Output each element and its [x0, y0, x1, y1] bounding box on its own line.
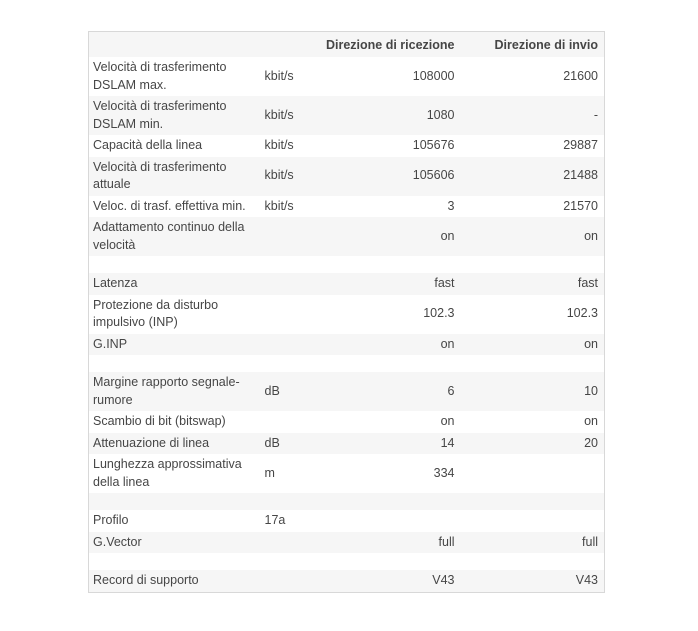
- row-value-send: 21600: [563, 68, 598, 83]
- row-unit: kbit/s: [264, 168, 294, 183]
- column-header-label: [89, 32, 265, 58]
- row-label: G.Vector: [93, 534, 142, 549]
- row-label: Margine rapporto segnale-rumore: [93, 375, 240, 407]
- table-row: [89, 510, 605, 532]
- row-unit: m: [264, 465, 275, 480]
- row-value-receive: V43: [432, 573, 455, 587]
- table-row: [89, 217, 605, 256]
- row-value-send: V43: [575, 573, 598, 587]
- table-row: [89, 57, 605, 96]
- row-label: Protezione da disturbo impulsivo (INP): [93, 297, 219, 329]
- row-label: Adattamento continuo della velocità: [93, 220, 245, 252]
- row-label: Profilo: [93, 513, 129, 527]
- row-unit: [265, 334, 317, 356]
- column-header-send-direction: Direzione di invio: [494, 38, 598, 52]
- table-row: [89, 570, 605, 592]
- row-value-send: on: [584, 414, 598, 428]
- table-header-row: [89, 32, 605, 58]
- table-row: [89, 334, 605, 356]
- row-label: Capacità della linea: [93, 138, 203, 152]
- row-value-send: 21570: [563, 198, 598, 213]
- row-value-receive: [317, 510, 461, 532]
- row-label: Lunghezza approssimativa della linea: [93, 457, 242, 489]
- table-row: [89, 196, 605, 218]
- row-value-send: full: [582, 534, 598, 549]
- row-value-send: 10: [584, 383, 598, 398]
- spacer-cell: [89, 355, 605, 372]
- row-unit: [265, 217, 317, 256]
- row-value-send: on: [584, 228, 598, 243]
- table-row: [89, 157, 605, 196]
- row-unit: dB: [264, 383, 280, 398]
- row-value-receive: on: [440, 228, 455, 243]
- row-unit: kbit/s: [264, 198, 294, 213]
- row-value-send: -: [593, 107, 598, 122]
- row-value-receive: 102.3: [423, 306, 455, 321]
- row-value-send: 29887: [563, 138, 598, 152]
- column-header-receive-direction: Direzione di ricezione: [325, 38, 455, 52]
- spacer-row: [89, 256, 605, 273]
- row-unit: [265, 295, 317, 334]
- row-value-receive: on: [440, 336, 455, 351]
- table-row: [89, 96, 605, 135]
- spacer-cell: [89, 553, 605, 570]
- row-value-receive: 108000: [412, 68, 455, 83]
- row-value-receive: full: [438, 534, 455, 549]
- row-label: Scambio di bit (bitswap): [93, 414, 226, 428]
- row-unit: [265, 570, 317, 592]
- spacer-cell: [89, 256, 605, 273]
- row-unit: 17a: [264, 513, 286, 527]
- row-value-send: [461, 454, 605, 493]
- column-header-unit: [265, 32, 317, 58]
- row-value-receive: 105606: [412, 168, 455, 183]
- table-row: [89, 532, 605, 554]
- dsl-info-panel: [88, 31, 698, 593]
- row-value-receive: 6: [447, 383, 455, 398]
- table-row: [89, 372, 605, 411]
- row-value-receive: 105676: [412, 138, 455, 152]
- row-label: Latenza: [93, 276, 138, 290]
- row-value-send: [461, 510, 605, 532]
- table-row: [89, 433, 605, 455]
- row-value-receive: 14: [440, 435, 455, 450]
- row-value-send: fast: [577, 276, 598, 290]
- row-value-receive: 3: [447, 198, 455, 213]
- row-label: Velocità di trasferimento attuale: [93, 159, 227, 191]
- table-row: [89, 273, 605, 295]
- row-value-send: 20: [584, 435, 598, 450]
- row-unit: kbit/s: [264, 138, 294, 152]
- row-value-receive: on: [440, 414, 455, 428]
- table-row: [89, 411, 605, 433]
- row-value-receive: fast: [434, 276, 455, 290]
- row-value-send: on: [584, 336, 598, 351]
- row-label: Velocità di trasferimento DSLAM max.: [93, 60, 227, 92]
- row-unit: kbit/s: [264, 107, 294, 122]
- spacer-cell: [89, 493, 605, 510]
- row-label: Record di supporto: [93, 573, 199, 587]
- table-row: [89, 454, 605, 493]
- spacer-row: [89, 553, 605, 570]
- row-label: G.INP: [93, 336, 128, 351]
- dsl-stats-table: [88, 31, 605, 593]
- row-label: Veloc. di trasf. effettiva min.: [93, 198, 246, 213]
- row-unit: dB: [264, 435, 280, 450]
- row-value-send: 21488: [563, 168, 598, 183]
- table-row: [89, 135, 605, 157]
- spacer-row: [89, 355, 605, 372]
- row-unit: [265, 411, 317, 433]
- row-label: Velocità di trasferimento DSLAM min.: [93, 99, 227, 131]
- row-unit: kbit/s: [264, 68, 294, 83]
- row-unit: [265, 273, 317, 295]
- row-value-send: 102.3: [566, 306, 598, 321]
- row-value-receive: 1080: [426, 107, 455, 122]
- table-row: [89, 295, 605, 334]
- row-unit: [265, 532, 317, 554]
- row-label: Attenuazione di linea: [93, 435, 210, 450]
- row-value-receive: 334: [433, 465, 455, 480]
- spacer-row: [89, 493, 605, 510]
